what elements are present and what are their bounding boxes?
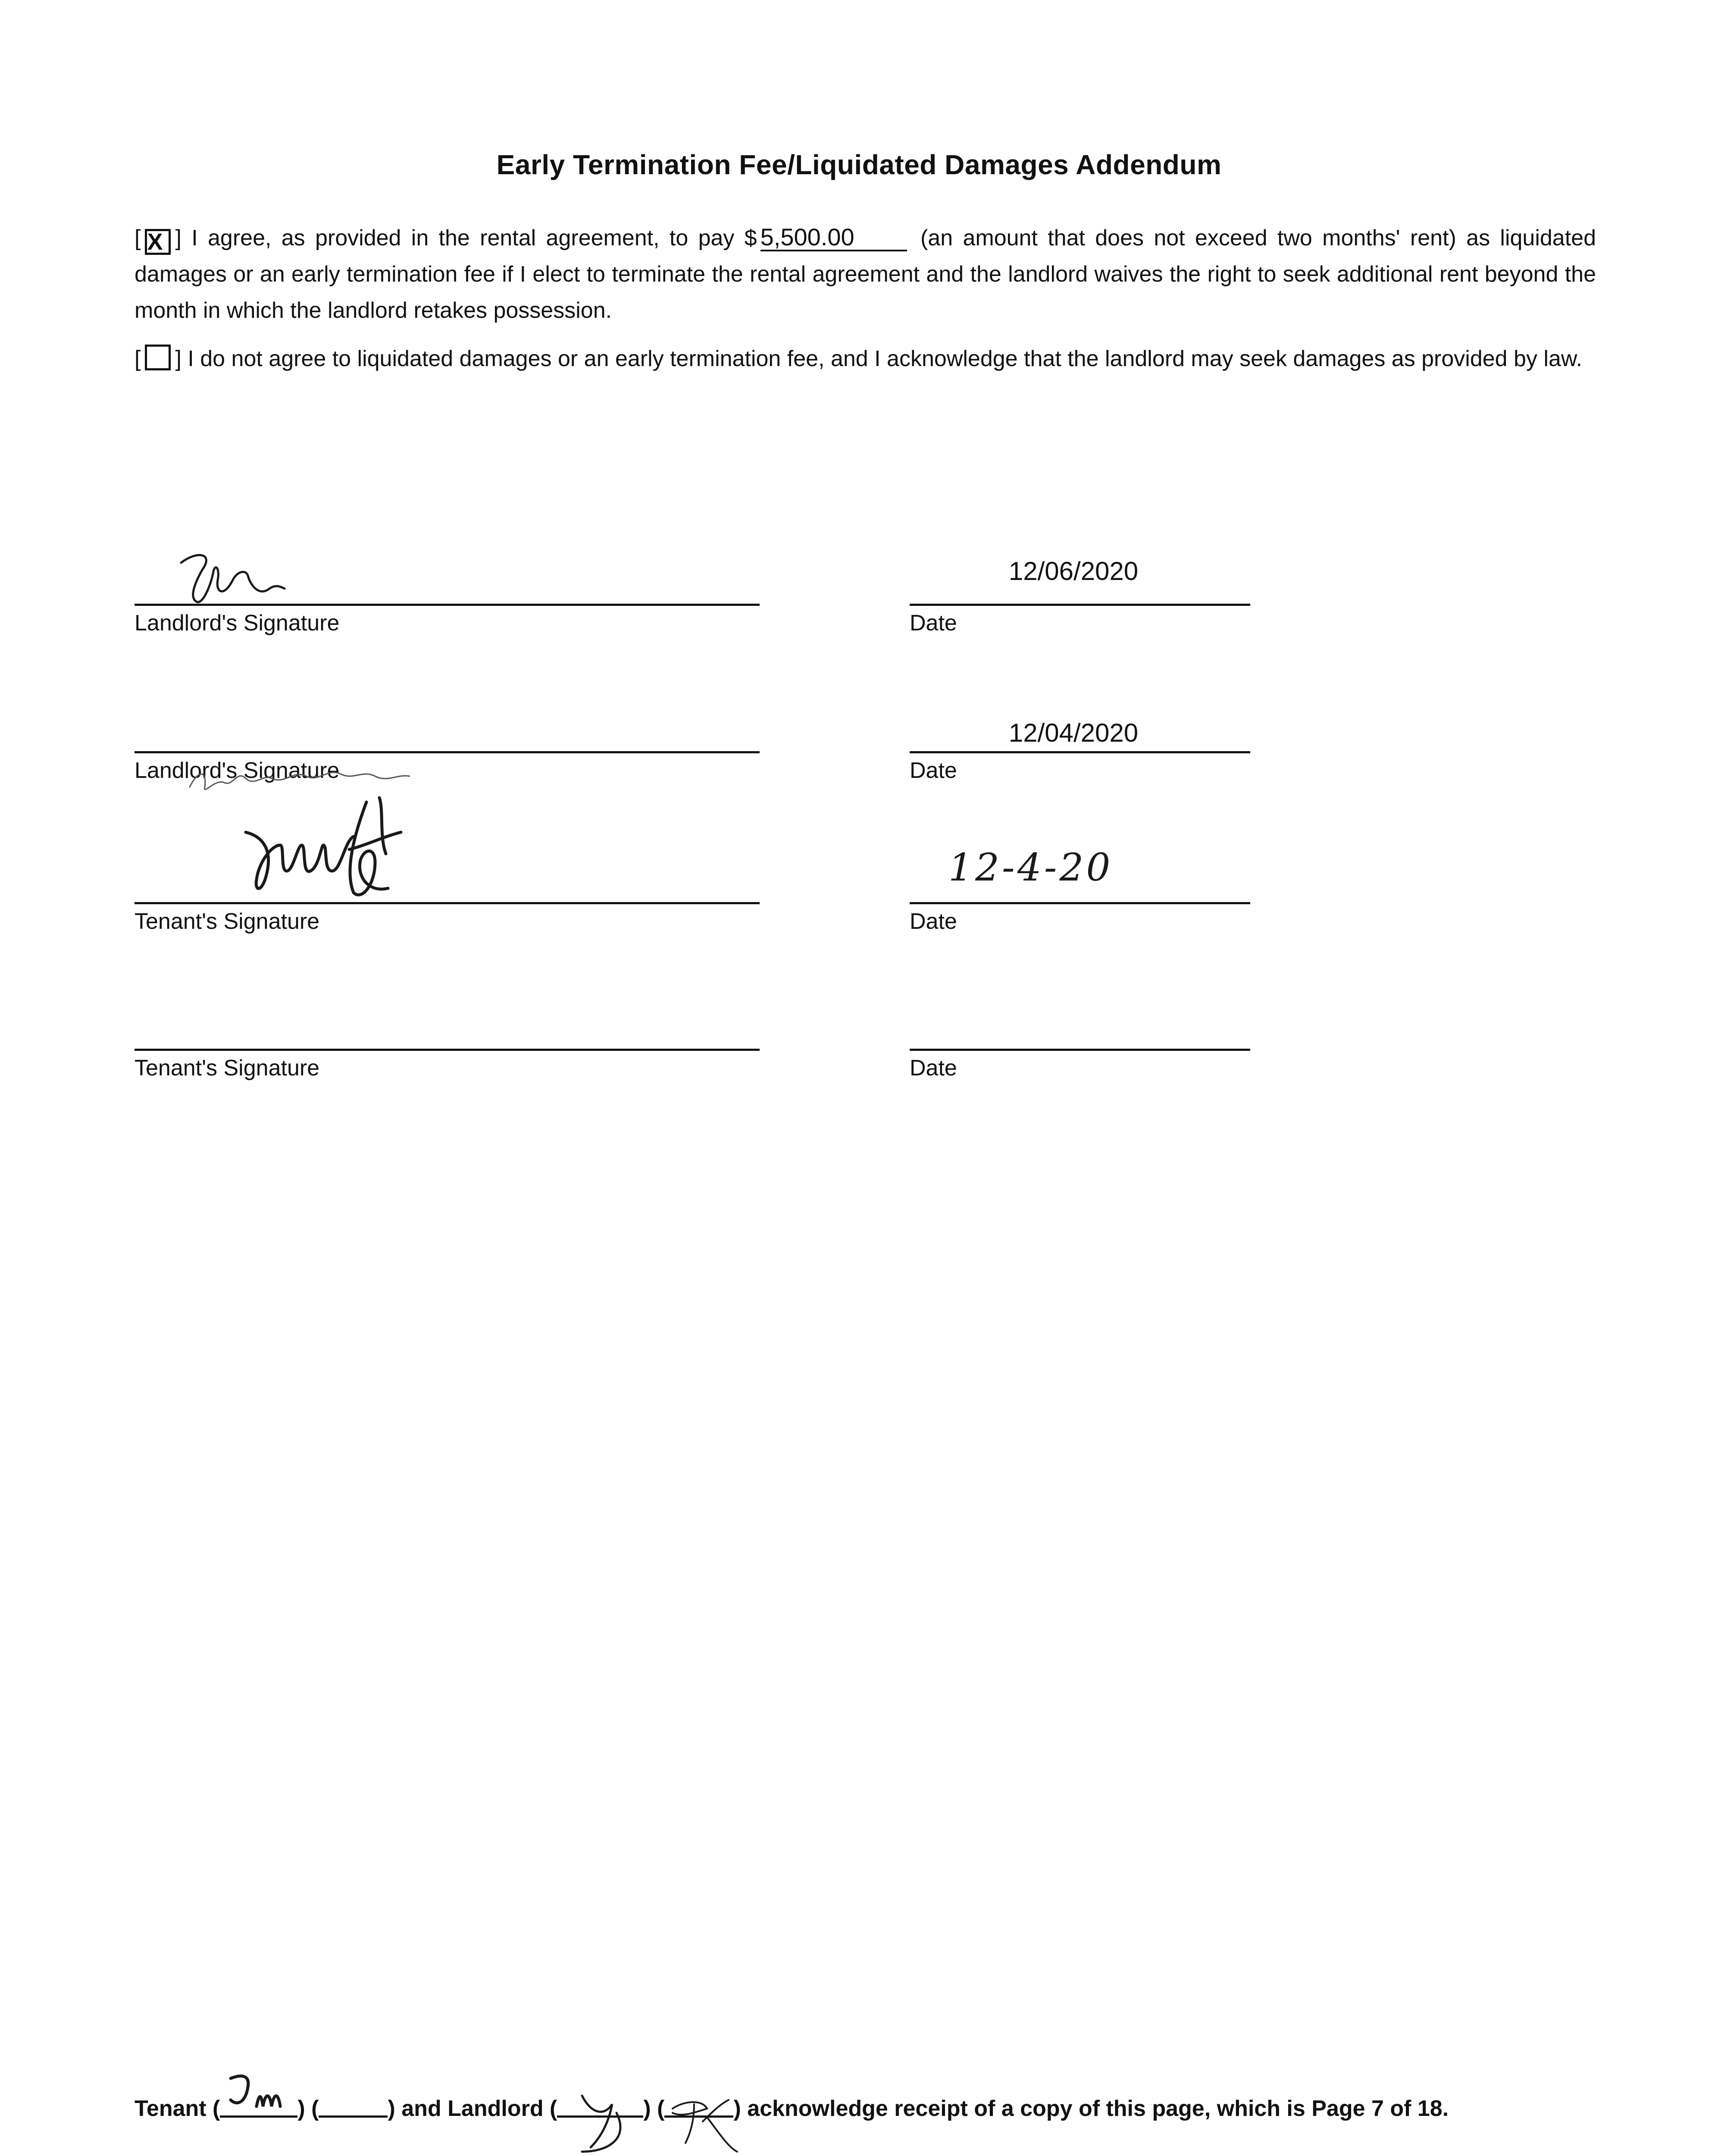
tenant-date-1-line[interactable] bbox=[910, 902, 1250, 904]
disagree-text: I do not agree to liquidated damages or an early termination fee, and I acknowledge that the landlord may seek damages as provided by law. bbox=[188, 346, 1583, 371]
bracket-open: [ bbox=[135, 226, 141, 251]
footer-and-landlord: and Landlord bbox=[401, 2096, 544, 2121]
check-mark: X bbox=[147, 229, 163, 255]
tenant-initials-2[interactable]: ( ) bbox=[311, 2096, 395, 2121]
footer-acknowledgement bbox=[135, 2096, 1449, 2122]
agree-text-after: (an amount that does not exceed two months' rent) as liquidated damages or an early termination fee if I elect to terminate the rental agreement and the landlord waives the right to seek additional rent beyond the month in which the landlord retakes possession. bbox=[135, 226, 1596, 323]
tenant-signature-2-line[interactable] bbox=[135, 1049, 760, 1051]
landlord-signature-1-label: Landlord's Signature bbox=[135, 611, 340, 636]
option-disagree-paragraph bbox=[135, 341, 1596, 377]
landlord-date-2-line[interactable] bbox=[910, 751, 1250, 753]
landlord-signature-2-label: Landlord's Signature bbox=[135, 758, 340, 783]
bracket-open: [ bbox=[135, 346, 141, 371]
landlord-date-2-label: Date bbox=[910, 758, 957, 783]
tenant-initials-handwriting bbox=[224, 2070, 297, 2117]
landlord-initials-1[interactable]: ( ) bbox=[550, 2096, 651, 2121]
tenant-date-1-value: 12-4-20 bbox=[948, 845, 1113, 890]
landlord-signature-1-line[interactable] bbox=[135, 604, 760, 606]
agree-text-before: I agree, as provided in the rental agreement, to pay $ bbox=[191, 226, 757, 251]
tenant-initials-1[interactable]: ( ) bbox=[213, 2096, 305, 2121]
landlord-signature-1-image bbox=[172, 545, 315, 610]
bracket-close: ] bbox=[175, 346, 182, 371]
tenant-date-1-label: Date bbox=[910, 909, 957, 934]
landlord-date-1-line[interactable] bbox=[910, 604, 1250, 606]
landlord-date-1-value: 12/06/2020 bbox=[1008, 557, 1139, 586]
document-title: Early Termination Fee/Liquidated Damages Addendum bbox=[496, 149, 1222, 180]
tenant-signature-1-image bbox=[237, 785, 418, 906]
tenant-signature-2-label: Tenant's Signature bbox=[135, 1056, 320, 1081]
agree-checkbox[interactable] bbox=[145, 229, 171, 255]
disagree-checkbox[interactable] bbox=[145, 345, 171, 370]
landlord-initials-2[interactable]: ( ) bbox=[657, 2096, 741, 2121]
tenant-date-2-line[interactable] bbox=[910, 1049, 1250, 1051]
landlord-date-1-label: Date bbox=[910, 611, 957, 636]
landlord-date-2-value: 12/04/2020 bbox=[1008, 718, 1139, 747]
landlord-initials-handwriting bbox=[565, 2087, 772, 2156]
footer-tenant-label: Tenant bbox=[135, 2096, 207, 2121]
bracket-close: ] bbox=[175, 226, 182, 251]
tenant-date-2-label: Date bbox=[910, 1056, 957, 1081]
tenant-signature-1-line[interactable] bbox=[135, 902, 760, 904]
option-agree-paragraph bbox=[135, 220, 1596, 329]
tenant-signature-1-label: Tenant's Signature bbox=[135, 909, 320, 934]
footer-acknowledge-text: acknowledge receipt of a copy of this page, which is Page 7 of 18. bbox=[747, 2096, 1449, 2121]
fee-amount-field[interactable]: 5,500.00 bbox=[760, 225, 907, 251]
